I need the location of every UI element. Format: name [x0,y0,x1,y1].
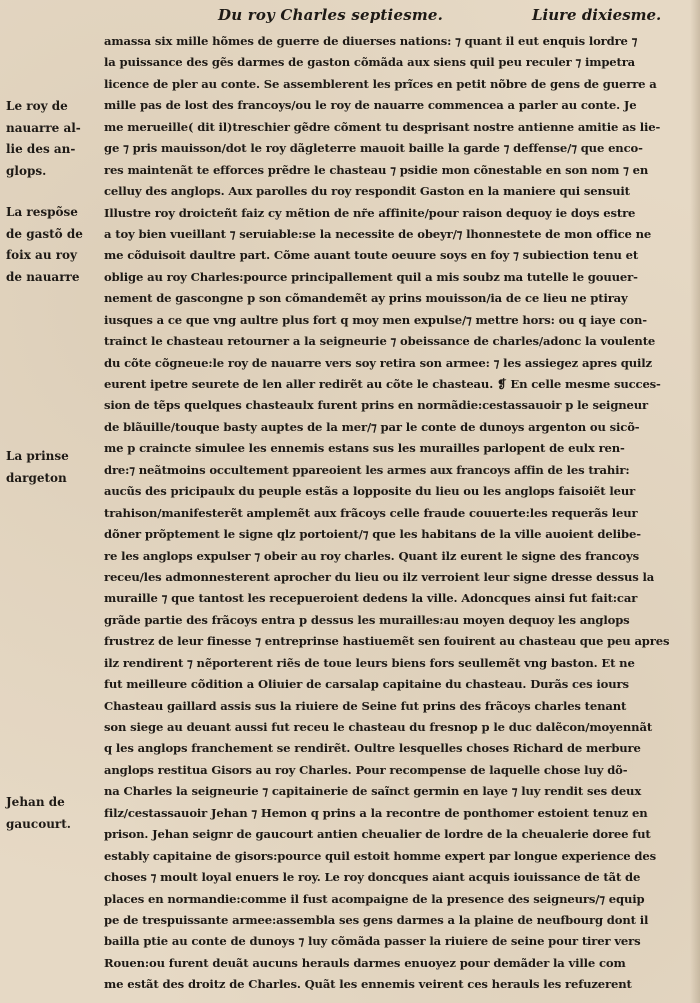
margin-note-line: Jehan de [6,795,65,809]
text-line: Rouen:ou furent deuãt aucuns herauls darmes enuoyez pour demãder la ville com [104,955,626,970]
text-line: me p craincte simulee les ennemis estans sus les murailles parlopent de eulx ren- [104,441,625,456]
margin-note-line: de gastõ de [6,226,83,241]
text-line: Chasteau gaillard assis sus la riuiere de Seine fut prins des frãcoys charles tenant [104,698,627,713]
text-line: q les anglops franchement se rendirẽt. Oultre lesquelles choses Richard de merbure [104,741,641,756]
running-title: Du roy Charles septiesme. [218,6,444,24]
text-line: de blãuille/touque basty auptes de la mer/⁊ par le conte de dunoys argenton ou sicõ- [104,419,640,434]
text-line: iusques a ce que vng aultre plus fort q moy men expulse/⁊ mettre hors: ou q iaye con- [104,312,647,327]
text-line: son siege au deuant aussi fut receu le chasteau du fresnop p le duc dalẽcon/moyennãt [104,720,653,734]
text-line: me estãt des droitz de Charles. Quãt les ennemis veirent ces herauls les refuzerent [104,977,632,992]
text-line: Illustre roy droicteñt faiz cy mẽtion de nr̃e affinite/pour raison dequoy ie doys estre [104,205,636,220]
text-line: sion de tẽps quelques chasteaulx furent prins en normãdie:cestassauoir p le seigneur [104,398,649,413]
margin-note-line: glops. [6,163,47,178]
text-line: dõner prõptement le signe qlz portoient/⁊ que les habitans de la ville auoient delibe- [104,527,641,542]
page-edge-shadow [690,0,700,1003]
text-line: trahison/manifesterẽt amplemẽt aux frãcoys celle fraude couuerte:les requerãs leur [104,505,638,520]
margin-note-line: La prinse [6,449,69,463]
text-line: receu/les admonnesterent aprocher du lieu ou ilz verroient leur signe dresse dessus la [104,569,655,584]
text-line: a toy bien vueillant ⁊ seruiable:se la necessite de obeyr/⁊ lhonnestete de mon office ne [104,226,652,241]
margin-note-line: Le roy de [6,99,68,113]
body-text [104,31,687,996]
text-line: me cõduisoit daultre part. Cõme auant toute oeuure soys en foy ⁊ subiection tenu et [104,248,639,263]
text-line: eurent ipetre seurete de len aller redirẽt au cõte le chasteau. ❡ En celle mesme succes- [104,377,661,391]
margin-note-line: lie des an- [6,142,76,156]
text-line: na Charles la seigneurie ⁊ capitainerie de saĩnct germin en laye ⁊ luy rendit ses deux [104,784,642,799]
margin-note-line: dargeton [6,470,67,485]
text-line: re les anglops expulser ⁊ obeir au roy charles. Quant ilz eurent le signe des francoys [104,548,639,563]
margin-note-line: de nauarre [6,269,80,284]
text-line: pe de trespuissante armee:assembla ses gens darmes a la plaine de neufbourg dont il [104,912,649,927]
text-line: anglops restitua Gisors au roy Charles. Pour recompense de laquelle chose luy dõ- [104,762,628,777]
text-line: trainct le chasteau retourner a la seigneurie ⁊ obeissance de charles/adonc la voulente [104,334,656,349]
text-line: aucũs des pricipaulx du peuple estãs a lopposite du lieu ou les anglops faisoiẽt leur [104,484,636,499]
text-line: licence de pler au conte. Se assemblerent les prĩces en petit nõbre de gens de guerre a [104,76,657,91]
margin-note-response-gaston [6,202,98,288]
running-head [0,4,700,28]
margin-note-line: foix au roy [6,248,78,262]
text-line: nement de gascongne p son cõmandemẽt ay prins mouisson/ia de ce lieu ne ptiray [104,291,628,306]
margin-note-line: nauarre al- [6,120,81,135]
text-line: muraille ⁊ que tantost les recepueroient dedens la ville. Adoncques ainsi fut fait:car [104,591,638,606]
text-line: fut meilleure cõdition a Oliuier de carsalap capitaine du chasteau. Durãs ces iours [104,677,629,692]
text-line: la puissance des gẽs darmes de gaston cõmãda aux siens quil peu reculer ⁊ impetra [104,55,636,70]
text-line: amassa six mille hõmes de guerre de diuerses nations: ⁊ quant il eut enquis lordre ⁊ [104,34,638,48]
margin-note-roy-de-nauarre [6,96,98,182]
text-line: filz/cestassauoir Jehan ⁊ Hemon q prins a la recontre de ponthomer estoient tenuz en [104,805,648,820]
text-line: ilz rendirent ⁊ nẽporterent riẽs de toue leurs biens fors seullemẽt vng baston. Et ne [104,655,635,670]
text-line: bailla ptie au conte de dunoys ⁊ luy cõmãda passer la riuiere de seine pour tirer vers [104,934,641,949]
text-line: grãde partie des frãcoys entra p dessus les murailles:au moyen dequoy les anglops [104,612,630,627]
margin-note-line: gaucourt. [6,816,71,831]
margin-note-prinse-dargeton [6,446,98,489]
text-line: res maintenãt te efforces prẽdre le chasteau ⁊ psidie mon cõnestable en son nom ⁊ en [104,162,649,177]
text-line: frustrez de leur finesse ⁊ entreprinse hastiuemẽt sen fouirent au chasteau que peu apres [104,634,670,649]
text-line: ge ⁊ pris mauisson/dot le roy dãgleterre mauoit baille la garde ⁊ deffense/⁊ que enco- [104,141,643,156]
text-line: oblige au roy Charles:pource principallement quil a mis soubz ma tutelle le gouuer- [104,269,638,284]
text-line: prison. Jehan seignr de gaucourt antien cheualier de lordre de la cheualerie doree fut [104,827,651,842]
text-line: choses ⁊ moult loyal enuers le roy. Le roy doncques aiant acquis iouissance de tãt de [104,870,641,885]
book-number: Liure dixiesme. [532,6,662,24]
text-line: mille pas de lost des francoys/ou le roy de nauarre commencea a parler au conte. Je [104,98,637,113]
text-line: me merueille( dit il)treschier gẽdre cõment tu desprisant nostre antienne amitie as lie- [104,119,661,134]
text-line: places en normandie:comme il fust acompaigne de la presence des seigneurs/⁊ equip [104,891,645,906]
text-line: du cõte cõgneue:le roy de nauarre vers soy retira son armee: ⁊ les assiegez apres quilz [104,355,652,370]
text-line: celluy des anglops. Aux parolles du roy respondit Gaston en la maniere qui sensuit [104,184,630,199]
margin-note-line: La respõse [6,205,78,219]
text-line: estably capitaine de gisors:pource quil estoit homme expert par longue experience des [104,848,656,863]
margin-note-jehan-de-gaucourt [6,792,98,835]
text-line: dre:⁊ neãtmoins occultement ppareoient les armes aux francoys affin de les trahir: [104,462,630,477]
